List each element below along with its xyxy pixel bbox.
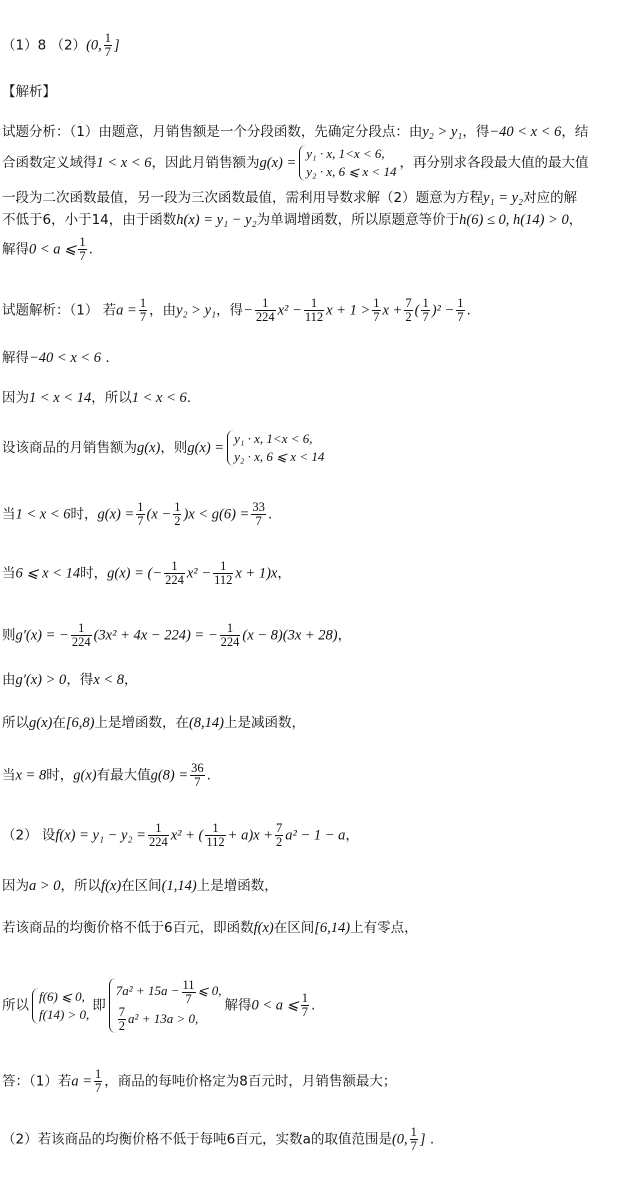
piecewise-system: y₁ · x, 1<x < 6, y₂ · x, 6 ⩽ x < 14 — [299, 145, 396, 181]
analysis-line-4: 不低于6，小于14，由于函数h(x) = y₁ − y₂为单调增函数，所以原题意等价于h(6) ≤ 0, h(14) > 0， — [2, 212, 583, 228]
fraction: $\frac{1}{7}$ — [79, 235, 86, 263]
solution-line-11: （2） 设f(x) = y₁ − y₂ = $\frac{1}{224}$ x² + ( $\frac{1}{112}$ + a)x + $\frac{7}{2}$ a² − 1 − a， — [2, 821, 359, 849]
analysis-line-1: 试题分析：（1）由题意，月销售额是一个分段函数，先确定分段点：由y₂ > y₁，得−40 < x < 6，结 — [2, 124, 589, 140]
answer-bracket: ] — [114, 37, 120, 54]
final-answer-line-2: （2）若该商品的均衡价格不低于每吨6百元，实数a的取值范围是(0, $\frac{1}{7}$ ] . — [2, 1125, 435, 1153]
solution-line-6: 当6 ⩽ x < 14时，g(x) = (− $\frac{1}{224}$ x² − $\frac{1}{112}$ x + 1)x， — [2, 559, 291, 587]
condition-system: f(6) ⩽ 0, f(14) > 0, — [32, 988, 89, 1024]
piecewise-system: y₁ · x, 1<x < 6, y₂ · x, 6 ⩽ x < 14 — [227, 430, 324, 466]
solution-line-9: 所以g(x)在[6,8)上是增函数，在(8,14)上是减函数， — [2, 715, 305, 731]
solution-line-12: 因为a > 0，所以f(x)在区间(1,14)上是增函数， — [2, 878, 278, 894]
solution-line-8: 由g′(x) > 0，得x < 8， — [2, 672, 138, 688]
section-heading: 【解析】 — [2, 84, 56, 100]
answer-line — [2, 32, 626, 59]
solution-line-5: 当1 < x < 6时，g(x) = $\frac{1}{7}$ (x − $\frac{1}{2}$ )x < g(6) = $\frac{33}{7}$ . — [2, 500, 273, 528]
final-answer-line-1: 答：（1）若a = $\frac{1}{7}$ ，商品的每吨价格定为8百元时，月销售额最大； — [2, 1067, 397, 1095]
analysis-line-5: 解得0 < a ⩽ $\frac{1}{7}$ . — [2, 235, 93, 263]
solution-line-4: 设该商品的月销售额为g(x)，则g(x) = y₁ · x, 1<x < 6, y₂ · x, 6 ⩽ x < 14 — [2, 431, 325, 464]
solution-line-13: 若该商品的均衡价格不低于6百元，即函数f(x)在区间[6,14)上有零点， — [2, 920, 418, 936]
answer-text: （1）8 （2） — [2, 37, 87, 54]
solution-line-10: 当x = 8时，g(x)有最大值g(8) = $\frac{36}{7}$ . — [2, 761, 211, 789]
fraction: $\frac{1}{7}$ — [104, 31, 112, 59]
solution-line-1: 试题解析：（1） 若a = $\frac{1}{7}$ ，由y₂ > y₁，得− $\frac{1}{224}$ x² − $\frac{1}{112}$ x + 1 > $\frac{1}{7}$ x + $\frac{7}{2}$ ( $\frac{1}{7}$ )² − $\frac{1}{7}$ . — [2, 296, 471, 324]
inequality-system: 7a² + 15a − $\frac{11}{7}$ ⩽ 0, $\frac{7}{2}$ a² + 13a > 0, — [109, 978, 222, 1033]
answer-interval: (0, — [86, 37, 102, 54]
analysis-line-3: 一段为二次函数最值，另一段为三次函数最值，需利用导数求解（2）题意为方程y₁ = y₂对应的解 — [2, 190, 578, 206]
solution-line-14: 所以 f(6) ⩽ 0, f(14) > 0, 即 7a² + 15a − $\frac{11}{7}$ ⩽ 0, $\frac{7}{2}$ a² + 13a > 0, 解得0 < a ⩽ $\frac{1}{7}$ . — [2, 977, 316, 1034]
analysis-line-2: 合函数定义域得1 < x < 6，因此月销售额为g(x) = y₁ · x, 1<x < 6, y₂ · x, 6 ⩽ x < 14 ，再分别求各段最大值的最大值 — [2, 146, 589, 179]
solution-line-3: 因为1 < x < 14，所以1 < x < 6. — [2, 390, 192, 406]
solution-line-7: 则g′(x) = − $\frac{1}{224}$ (3x² + 4x − 224) = − $\frac{1}{224}$ (x − 8)(3x + 28)， — [2, 621, 352, 649]
solution-line-2: 解得−40 < x < 6 . — [2, 350, 110, 366]
